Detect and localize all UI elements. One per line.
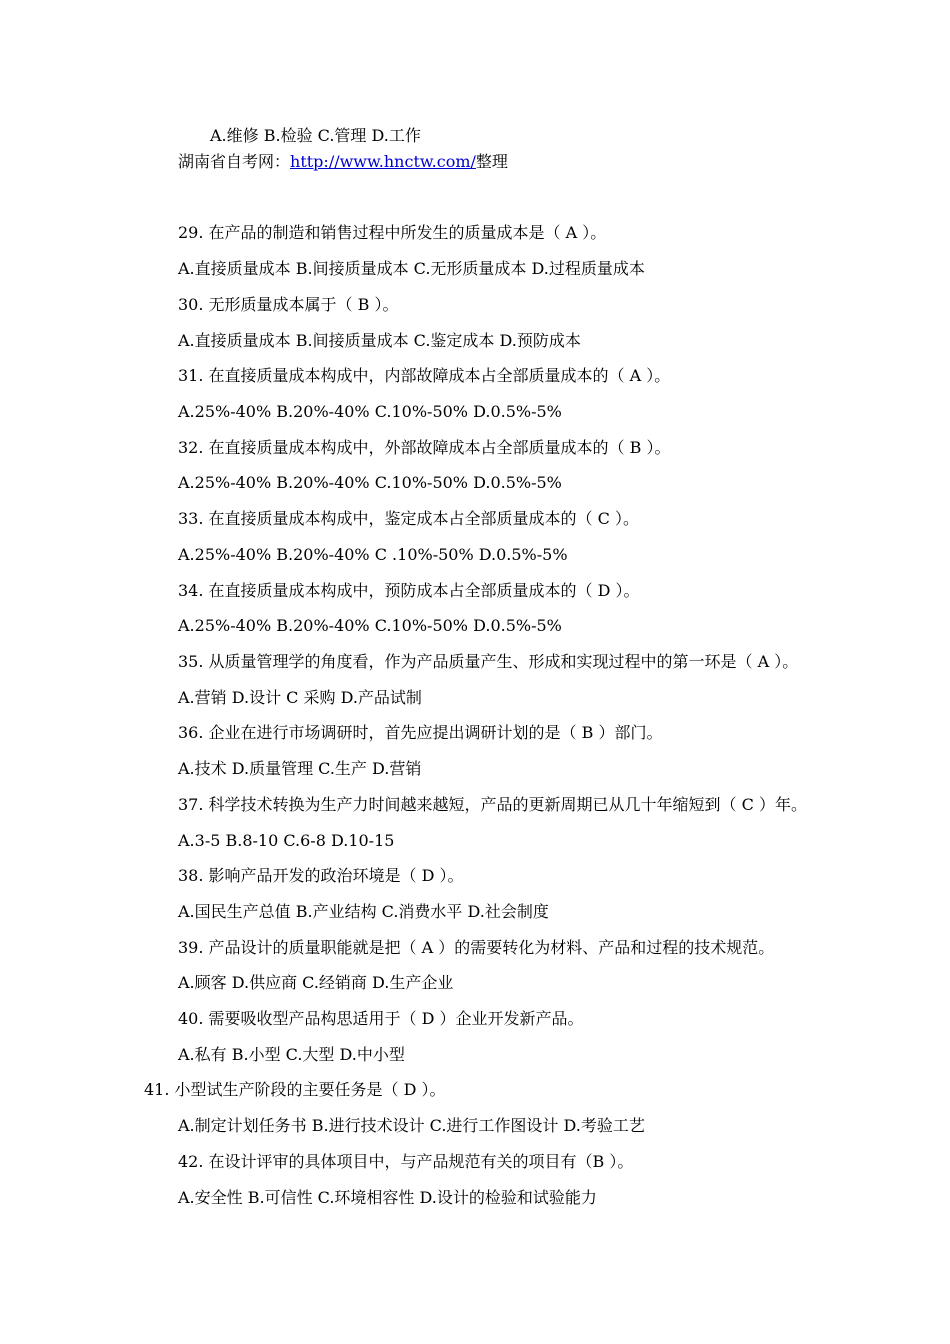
source-prefix: 湖南省自考网： <box>178 152 291 171</box>
question-32: 32. 在直接质量成本构成中，外部故障成本占全部质量成本的（ B ）。 <box>178 438 671 457</box>
source-line <box>178 152 508 172</box>
options-29: A.直接质量成本 B.间接质量成本 C.无形质量成本 D.过程质量成本 <box>178 259 645 278</box>
options-40: A.私有 B.小型 C.大型 D.中小型 <box>178 1045 405 1064</box>
options-33: A.25%-40% B.20%-40% C .10%-50% D.0.5%-5% <box>178 545 568 564</box>
question-33: 33. 在直接质量成本构成中，鉴定成本占全部质量成本的（ C ）。 <box>178 509 639 528</box>
question-30: 30. 无形质量成本属于（ B ）。 <box>178 295 399 314</box>
options-31: A.25%-40% B.20%-40% C.10%-50% D.0.5%-5% <box>178 402 562 421</box>
question-34: 34. 在直接质量成本构成中，预防成本占全部质量成本的（ D ）。 <box>178 581 640 600</box>
question-42: 42. 在设计评审的具体项目中，与产品规范有关的项目有（B ）。 <box>178 1152 634 1171</box>
question-39: 39. 产品设计的质量职能就是把（ A ）的需要转化为材料、产品和过程的技术规范。 <box>178 938 775 957</box>
options-41: A.制定计划任务书 B.进行技术设计 C.进行工作图设计 D.考验工艺 <box>178 1116 645 1135</box>
question-36: 36. 企业在进行市场调研时，首先应提出调研计划的是（ B ）部门。 <box>178 723 663 742</box>
question-40: 40. 需要吸收型产品构思适用于（ D ）企业开发新产品。 <box>178 1009 584 1028</box>
question-41: 41. 小型试生产阶段的主要任务是（ D ）。 <box>144 1080 446 1099</box>
options-36: A.技术 D.质量管理 C.生产 D.营销 <box>178 759 422 778</box>
options-42: A.安全性 B.可信性 C.环境相容性 D.设计的检验和试验能力 <box>178 1188 597 1207</box>
question-38: 38. 影响产品开发的政治环境是（ D ）。 <box>178 866 464 885</box>
options-35: A.营销 D.设计 C 采购 D.产品试制 <box>178 688 422 707</box>
options-37: A.3-5 B.8-10 C.6-8 D.10-15 <box>178 831 395 850</box>
source-link[interactable]: http://www.hnctw.com/ <box>290 152 476 171</box>
options-34: A.25%-40% B.20%-40% C.10%-50% D.0.5%-5% <box>178 616 562 635</box>
options-38: A.国民生产总值 B.产业结构 C.消费水平 D.社会制度 <box>178 902 549 921</box>
question-37: 37. 科学技术转换为生产力时间越来越短，产品的更新周期已从几十年缩短到（ C ）年。 <box>178 795 807 814</box>
question-29: 29. 在产品的制造和销售过程中所发生的质量成本是（ A ）。 <box>178 223 607 242</box>
options-39: A.顾客 D.供应商 C.经销商 D.生产企业 <box>178 973 454 992</box>
question-35: 35. 从质量管理学的角度看，作为产品质量产生、形成和实现过程中的第一环是（ A ）。 <box>178 652 799 671</box>
question-31: 31. 在直接质量成本构成中，内部故障成本占全部质量成本的（ A ）。 <box>178 366 671 385</box>
source-suffix: 整理 <box>475 152 508 171</box>
first-options: A.维修 B.检验 C.管理 D.工作 <box>210 126 421 145</box>
options-32: A.25%-40% B.20%-40% C.10%-50% D.0.5%-5% <box>178 473 562 492</box>
options-30: A.直接质量成本 B.间接质量成本 C.鉴定成本 D.预防成本 <box>178 331 581 350</box>
